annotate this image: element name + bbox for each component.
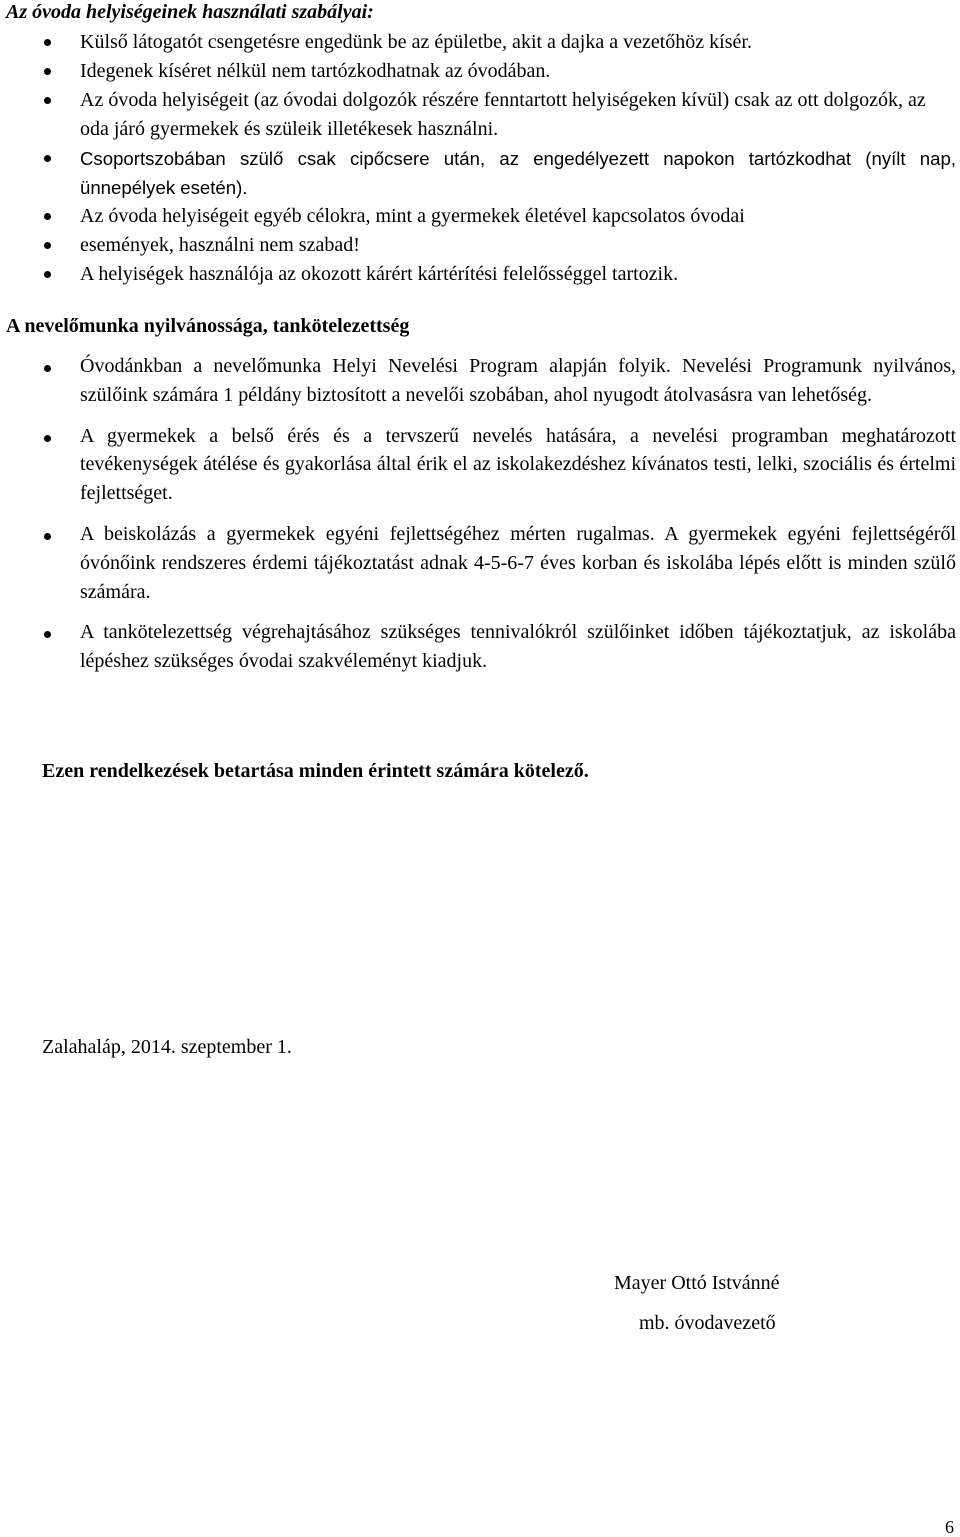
list-item-text: A helyiségek használója az okozott kárért kártérítési felelősséggel tartozik.: [80, 263, 679, 285]
bullet-icon: [44, 213, 51, 220]
education-list: [0, 352, 960, 688]
list-item: [0, 231, 956, 260]
list-item: [0, 144, 956, 202]
signer-name: Mayer Ottó Istvánné: [614, 1272, 780, 1294]
list-item-text: Külső látogatót csengetésre engedünk be az épületbe, akit a dajka a vezetőhöz kísér.: [80, 31, 752, 53]
list-item-text: események, használni nem szabad!: [80, 234, 360, 256]
bullet-icon: [44, 533, 51, 540]
rules-list: [0, 28, 960, 289]
bullet-icon: [44, 365, 51, 372]
page-number: 6: [945, 1517, 954, 1537]
list-item-text: Óvodánkban a nevelőmunka Helyi Nevelési Program alapján folyik. Nevelési Programunk nyilvános, szülőink számára 1 példány biztosított a nevelői szobában, ahol nyugodt átolvasásra van lehetőség.: [80, 355, 956, 406]
list-item: [0, 202, 956, 231]
list-item: [0, 352, 956, 410]
closing-statement: Ezen rendelkezések betartása minden érintett számára kötelező.: [42, 760, 589, 782]
list-item: [0, 520, 956, 606]
bullet-icon: [44, 39, 51, 46]
signer-title: mb. óvodavezető: [639, 1312, 776, 1334]
list-item-text: A gyermekek a belső érés és a tervszerű nevelés hatására, a nevelési programban meghatározott tevékenységek átélése és gyakorlása által érik el az iskolakezdéshez kívánatos testi, lelki, szociális és értelmi fejlettséget.: [80, 424, 956, 505]
bullet-icon: [44, 271, 51, 278]
bullet-icon: [44, 242, 51, 249]
bullet-icon: [44, 97, 51, 104]
list-item: [0, 57, 956, 86]
list-item-text: Az óvoda helyiségeit (az óvodai dolgozók részére fenntartott helyiségeken kívül) csak az ott dolgozók, az oda járó gyermekek és szüleik illetékesek használni.: [80, 89, 926, 140]
list-item: [0, 260, 956, 289]
bullet-icon: [44, 68, 51, 75]
education-section-title: A nevelőmunka nyilvánossága, tankötelezettség: [6, 315, 410, 337]
list-item: [0, 86, 956, 144]
bullet-icon: [44, 155, 51, 162]
list-item: [0, 618, 956, 676]
list-item-text: A beiskolázás a gyermekek egyéni fejlettségéhez mérten rugalmas. A gyermekek egyéni fejlettségéről óvónőink rendszeres érdemi tájékoztatást adnak 4-5-6-7 éves korban és iskolába lépés előtt is minden szülő számára.: [80, 522, 956, 603]
list-item: [0, 422, 956, 508]
bullet-icon: [44, 631, 51, 638]
list-item-text: Idegenek kíséret nélkül nem tartózkodhatnak az óvodában.: [80, 60, 551, 82]
bullet-icon: [44, 435, 51, 442]
list-item-text: Csoportszobában szülő csak cipőcsere után, az engedélyezett napokon tartózkodhat (nyílt nap, ünnepélyek esetén).: [80, 148, 956, 198]
rules-section-title: Az óvoda helyiségeinek használati szabályai:: [6, 1, 374, 23]
list-item-text: Az óvoda helyiségeit egyéb célokra, mint a gyermekek életével kapcsolatos óvodai: [80, 205, 745, 227]
place-date: Zalahaláp, 2014. szeptember 1.: [42, 1036, 292, 1058]
list-item-text: A tankötelezettség végrehajtásához szükséges tennivalókról szülőinket időben tájékoztatjuk, az iskolába lépéshez szükséges óvodai szakvéleményt kiadjuk.: [80, 621, 956, 673]
list-item: [0, 28, 956, 57]
